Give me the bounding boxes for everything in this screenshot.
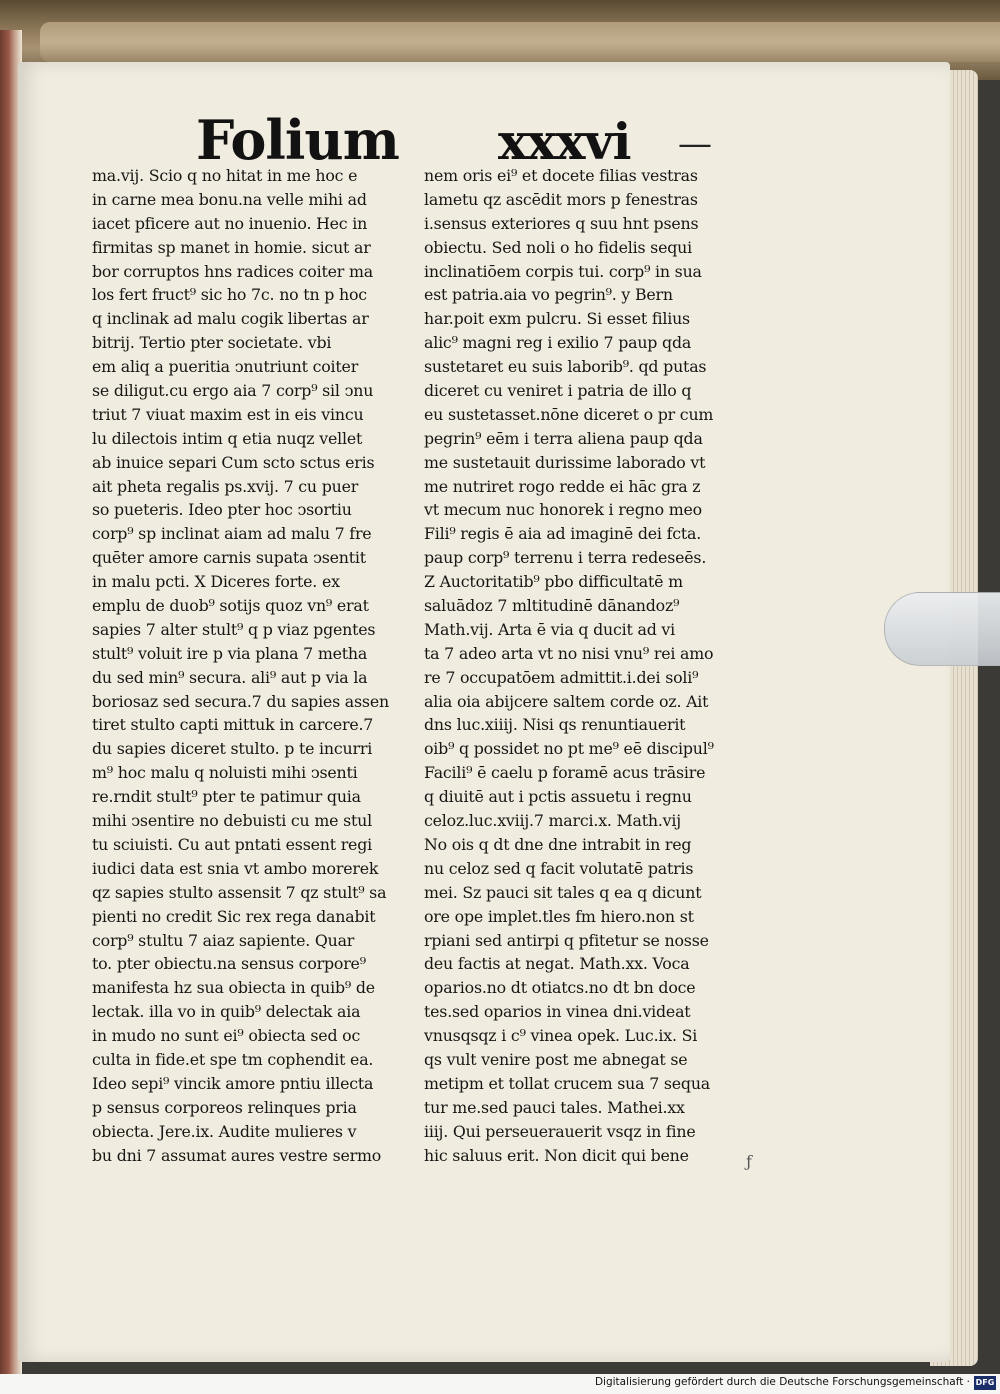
right-column-line: har.poit exm pulcru. Si esset filius bbox=[424, 309, 690, 329]
right-column-line: tur me.sed pauci tales. Mathei.xx bbox=[424, 1097, 685, 1117]
left-column-line: in carne mea bonu.na velle mihi ad bbox=[92, 189, 367, 209]
right-column-line: saluādoz 7 mltitudinē dānandoz⁹ bbox=[424, 596, 680, 616]
right-column-line: vt mecum nuc honorek i regno meo bbox=[424, 500, 702, 520]
left-column-line: iudici data est snia vt ambo morerek bbox=[92, 858, 379, 878]
left-column-line: in malu pcti. X Diceres forte. ex bbox=[92, 572, 340, 592]
left-column-line: corp⁹ stultu 7 aiaz sapiente. Quar bbox=[92, 930, 355, 950]
right-column-line: vnusqsqz i c⁹ vinea opek. Luc.ix. Si bbox=[424, 1026, 698, 1046]
right-column-line: ore ope implet.tles fm hiero.non st bbox=[424, 906, 694, 926]
left-column-line: stult⁹ voluit ire p via plana 7 metha bbox=[92, 643, 368, 663]
right-column-line: No ois q dt dne dne intrabit in reg bbox=[424, 834, 692, 854]
left-column-line: qz sapies stulto assensit 7 qz stult⁹ sa bbox=[92, 882, 387, 902]
right-column-line: est patria.aia vo pegrin⁹. y Bern bbox=[424, 285, 673, 305]
left-column-line: to. pter obiectu.na sensus corpore⁹ bbox=[92, 954, 366, 974]
right-column-line: paup corp⁹ terrenu i terra redeseēs. bbox=[424, 548, 707, 568]
left-column-line: quēter amore carnis supata ↄsentit bbox=[92, 548, 366, 568]
header-mark: — bbox=[678, 124, 712, 164]
left-column-line: du sed min⁹ secura. ali⁹ aut p via la bbox=[92, 667, 368, 687]
right-column-line: alic⁹ magni reg i exilio 7 paup qda bbox=[424, 333, 692, 353]
left-column-line: tiret stulto capti mittuk in carcere.7 bbox=[92, 715, 374, 735]
right-column-line: inclinatiōem corpis tui. corp⁹ in sua bbox=[424, 261, 702, 281]
left-column-line: lu dilectois intim q etia nuqz vellet bbox=[92, 428, 363, 448]
left-column-line: lectak. illa vo in quib⁹ delectak aia bbox=[92, 1002, 361, 1022]
right-column-line: qs vult venire post me abnegat se bbox=[424, 1049, 688, 1069]
left-column-line: boriosaz sed secura.7 du sapies assen bbox=[92, 691, 389, 711]
left-column-line: emplu de duob⁹ sotijs quoz vn⁹ erat bbox=[92, 596, 369, 616]
right-column-line: Z Auctoritatib⁹ pbo difficultatē m bbox=[424, 572, 683, 592]
left-column-line: firmitas sp manet in homie. sicut ar bbox=[92, 237, 371, 257]
left-column-line: bitrij. Tertio pter societate. vbi bbox=[92, 333, 332, 353]
folio-number: xxxvi bbox=[498, 112, 631, 171]
right-column-line: diceret cu veniret i patria de illo q bbox=[424, 381, 692, 401]
right-column-line: nu celoz sed q facit volutatē patris bbox=[424, 858, 694, 878]
right-column-line: eu sustetasset.nōne diceret o pr cum bbox=[424, 404, 714, 424]
left-column-line: du sapies diceret stulto. p te incurri bbox=[92, 739, 373, 759]
right-column-line: q diuitē aut i pctis assuetu i regnu bbox=[424, 787, 692, 807]
right-column-line: me sustetauit durissime laborado vt bbox=[424, 452, 706, 472]
left-column-line: p sensus corporeos relinques pria bbox=[92, 1097, 357, 1117]
left-column-line: iacet pficere aut no inuenio. Hec in bbox=[92, 213, 368, 233]
right-column-line: pegrin⁹ eēm i terra aliena paup qda bbox=[424, 428, 703, 448]
left-column-line: culta in fide.et spe tm cophendit ea. bbox=[92, 1049, 374, 1069]
right-column-line: i.sensus exteriores q suu hnt psens bbox=[424, 213, 699, 233]
left-column-line: in mudo no sunt ei⁹ obiecta sed oc bbox=[92, 1026, 361, 1046]
left-column-line: pienti no credit Sic rex rega danabit bbox=[92, 906, 376, 926]
left-column-line: triut 7 viuat maxim est in eis vincu bbox=[92, 404, 364, 424]
left-column-line: ait pheta regalis ps.xvij. 7 cu puer bbox=[92, 476, 359, 496]
right-column-line: tes.sed oparios in vinea dni.videat bbox=[424, 1002, 691, 1022]
right-column-line: oib⁹ q possidet no pt me⁹ eē discipul⁹ bbox=[424, 739, 714, 759]
page-clip bbox=[884, 592, 1000, 666]
left-column-line: los fert fruct⁹ sic ho 7c. no tn p hoc bbox=[92, 285, 367, 305]
right-column-line: metipm et tollat crucem sua 7 sequa bbox=[424, 1073, 711, 1093]
left-column-line: mihi ↄsentire no debuisti cu me stul bbox=[92, 811, 372, 831]
left-column-line: bu dni 7 assumat aures vestre sermo bbox=[92, 1145, 382, 1165]
right-column-line: Fili⁹ regis ē aia ad imaginē dei fcta. bbox=[424, 524, 702, 544]
right-column-line: iiij. Qui perseuerauerit vsqz in fine bbox=[424, 1121, 696, 1141]
right-column-line: hic saluus erit. Non dicit qui bene bbox=[424, 1145, 689, 1165]
margin-mark: ƒ bbox=[746, 1152, 752, 1171]
right-column-line: lametu qz ascēdit mors p fenestras bbox=[424, 189, 698, 209]
left-column-line: ma.vij. Scio q no hitat in me hoc e bbox=[92, 166, 358, 185]
left-column-line: em aliq a pueritia ↄnutriunt coiter bbox=[92, 357, 359, 377]
left-column-line: manifesta hz sua obiecta in quib⁹ de bbox=[92, 978, 375, 998]
right-column-line: Facili⁹ ē caelu p foramē acus trāsire bbox=[424, 763, 706, 783]
right-column-line: ta 7 adeo arta vt no nisi vnu⁹ rei amo bbox=[424, 643, 714, 663]
right-column-line: deu factis at negat. Math.xx. Voca bbox=[424, 954, 690, 974]
text-column-left bbox=[92, 164, 414, 1165]
left-column-line: ab inuice separi Cum scto sctus eris bbox=[92, 452, 375, 472]
footer-bar bbox=[0, 1374, 1000, 1394]
left-column-line: tu sciuisti. Cu aut pntati essent regi bbox=[92, 834, 372, 854]
left-column-line: bor corruptos hns radices coiter ma bbox=[92, 261, 373, 281]
right-column-line: nem oris ei⁹ et docete filias vestras bbox=[424, 166, 698, 185]
page-block-top bbox=[40, 22, 1000, 62]
right-column-line: dns luc.xiiij. Nisi qs renuntiauerit bbox=[424, 715, 686, 735]
left-column-line: obiecta. Jere.ix. Audite mulieres v bbox=[92, 1121, 357, 1141]
left-column-line: Ideo sepi⁹ vincik amore pntiu illecta bbox=[92, 1073, 374, 1093]
left-column-line: so pueteris. Ideo pter hoc ↄsortiu bbox=[92, 500, 352, 520]
digitization-credit: Digitalisierung gefördert durch die Deutsche Forschungsgemeinschaft · bbox=[594, 1376, 970, 1388]
right-column-line: sustetaret eu suis laborib⁹. qd putas bbox=[424, 357, 707, 377]
left-column-line: sapies 7 alter stult⁹ q p viaz pgentes bbox=[92, 619, 376, 639]
text-column-right bbox=[424, 164, 746, 1165]
left-column-line: m⁹ hoc malu q noluisti mihi ↄsenti bbox=[92, 763, 358, 783]
left-column-line: re.rndit stult⁹ pter te patimur quia bbox=[92, 787, 361, 807]
right-column-line: re 7 occupatōem admittit.i.dei soli⁹ bbox=[424, 667, 699, 687]
right-column-line: Math.vij. Arta ē via q ducit ad vi bbox=[424, 619, 676, 639]
dfg-logo: DFG bbox=[974, 1376, 996, 1390]
right-column-line: me nutriret rogo redde ei hāc gra z bbox=[424, 476, 701, 496]
right-column-line: celoz.luc.xviij.7 marci.x. Math.vij bbox=[424, 811, 681, 831]
left-column-line: se diligut.cu ergo aia 7 corp⁹ sil ↄnu bbox=[92, 381, 374, 401]
right-column-line: rpiani sed antirpi q pfitetur se nosse bbox=[424, 930, 709, 950]
right-column-line: mei. Sz pauci sit tales q ea q dicunt bbox=[424, 882, 702, 902]
right-column-line: obiectu. Sed noli o ho fidelis sequi bbox=[424, 237, 692, 257]
folium-label: Folium bbox=[196, 108, 399, 172]
left-column-line: corp⁹ sp inclinat aiam ad malu 7 fre bbox=[92, 524, 372, 544]
right-column-line: oparios.no dt otiatcs.no dt bn doce bbox=[424, 978, 696, 998]
left-column-line: q inclinak ad malu cogik libertas ar bbox=[92, 309, 369, 329]
right-column-line: alia oia abijcere saltem corde oz. Ait bbox=[424, 691, 709, 711]
